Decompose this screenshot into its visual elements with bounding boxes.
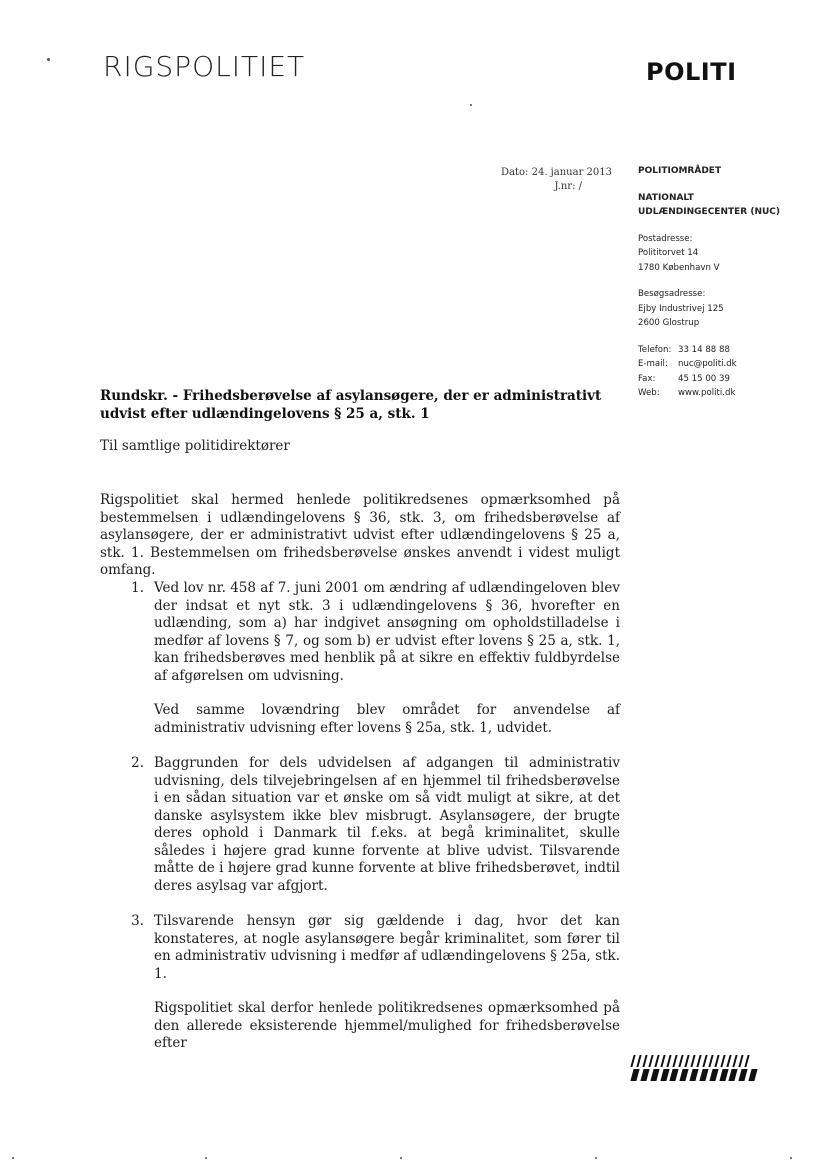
barcode-mark: [632, 1055, 756, 1081]
email-row: [638, 357, 808, 372]
scan-speck: [47, 58, 50, 61]
postal-street: Polititorvet 14: [638, 248, 699, 258]
item-number: 2.: [131, 755, 144, 771]
org-name: RIGSPOLITIET: [103, 50, 306, 83]
item-number: 1.: [131, 580, 144, 596]
intro-paragraph: Rigspolitiet skal hermed henlede politikredsenes opmærksomhed på bestemmelsen i udlændingelovens § 36, stk. 3, om frihedsberøvelse af asylansøgere, der er administrativt udvist efter udlændingelovens § 25 a, stk. 1. Bestemmelsen om frihedsberøvelse ønskes anvendt i videst muligt omfang.: [100, 492, 620, 578]
visit-street: Ejby Industrivej 125: [638, 303, 724, 314]
brand-logo: POLITI: [646, 58, 737, 86]
fax-label: Fax:: [638, 373, 656, 384]
item-paragraph: Baggrunden for dels udvidelsen af adgangen til administrativ udvisning, dels tilvejebringelsen af en hjemmel til frihedsberøvelse i en sådan situation var et ønske om så vidt muligt at sikre, at det danske asylsystem ikke blev misbrugt. Asylansøgere, der brugte deres ophold i Danmark til f.eks. at begå kriminalitet, skulle således i højere grad kunne forvente at blive udvist. Tilsvarende måtte de i højere grad kunne forvente at blive frihedsberøvet, indtil deres asylsag var afgjort.: [154, 755, 620, 894]
list-item: [100, 755, 620, 895]
item-paragraph: Ved samme lovændring blev området for anvendelse af administrativ udvisning efter lovens § 25a, stk. 1, udvidet.: [154, 702, 620, 736]
postal-address: [638, 232, 808, 276]
recipients-line: Til samtlige politidirektører: [100, 438, 290, 454]
item-paragraph: Tilsvarende hensyn gør sig gældende i dag, hvor det kan konstateres, at nogle asylansøgere begår kriminalitet, som fører til en administrativ udvisning i medfør af udlændingelovens § 25a, stk. 1.: [154, 913, 620, 982]
fax-value: 45 15 00 39: [678, 373, 730, 384]
list-item: [100, 913, 620, 1053]
item-body: [154, 755, 620, 895]
sender-sidebar: [638, 164, 808, 413]
postal-city: 1780 København V: [638, 262, 720, 273]
web-value: www.politi.dk: [678, 388, 736, 398]
visit-city: 2600 Glostrup: [638, 318, 700, 328]
unit-name: [638, 191, 808, 220]
date-line: Dato: 24. januar 2013: [501, 167, 612, 178]
item-body: [154, 913, 620, 1053]
item-paragraph: Ved lov nr. 458 af 7. juni 2001 om ændring af udlændingeloven blev der indsat et nyt stk. 3 i udlændingelovens § 36, hvorefter en udlænding, som a) har indgivet ansøgning om opholdstilladelse i medfør af lovens § 7, og som b) er udvist efter lovens § 25 a, stk. 1, kan frihedsberøves med henblik på at sikre en effektiv fuldbyrdelse af afgørelsen om udvisning.: [154, 580, 620, 684]
scan-speck: [12, 1157, 14, 1159]
item-number: 3.: [131, 913, 144, 929]
visit-label: Besøgsadresse:: [638, 289, 706, 299]
web-label: Web:: [638, 388, 660, 398]
unit-line: NATIONALT: [638, 192, 694, 203]
web-row: [638, 386, 808, 401]
scan-speck: [470, 104, 472, 106]
phone-value: 33 14 88 88: [678, 344, 730, 355]
email-label: E-mail:: [638, 359, 668, 369]
journal-number: J.nr: /: [554, 181, 582, 192]
document-meta: [470, 166, 612, 194]
scan-speck: [205, 1157, 207, 1159]
scan-speck: [595, 1157, 597, 1159]
email-value: nuc@politi.dk: [678, 359, 737, 369]
phone-label: Telefon:: [638, 344, 672, 355]
contact-details: [638, 343, 808, 401]
phone-row: [638, 343, 808, 358]
document-title: Rundskr. - Frihedsberøvelse af asylansøgere, der er administrativt udvist efter udlændingelovens § 25 a, stk. 1: [100, 388, 602, 422]
postal-label: Postadresse:: [638, 233, 693, 244]
unit-line: UDLÆNDINGECENTER (NUC): [638, 207, 781, 217]
fax-row: [638, 372, 808, 387]
scan-speck: [790, 1157, 792, 1159]
list-item: [100, 580, 620, 737]
district-name: POLITIOMRÅDET: [638, 166, 722, 176]
scan-speck: [400, 1157, 402, 1159]
item-body: [154, 580, 620, 737]
item-paragraph: Rigspolitiet skal derfor henlede politikredsenes opmærksomhed på den allerede eksisterende hjemmel/mulighed for frihedsberøvelse efter: [154, 1000, 620, 1051]
visit-address: [638, 287, 808, 331]
numbered-list: [100, 580, 620, 1071]
